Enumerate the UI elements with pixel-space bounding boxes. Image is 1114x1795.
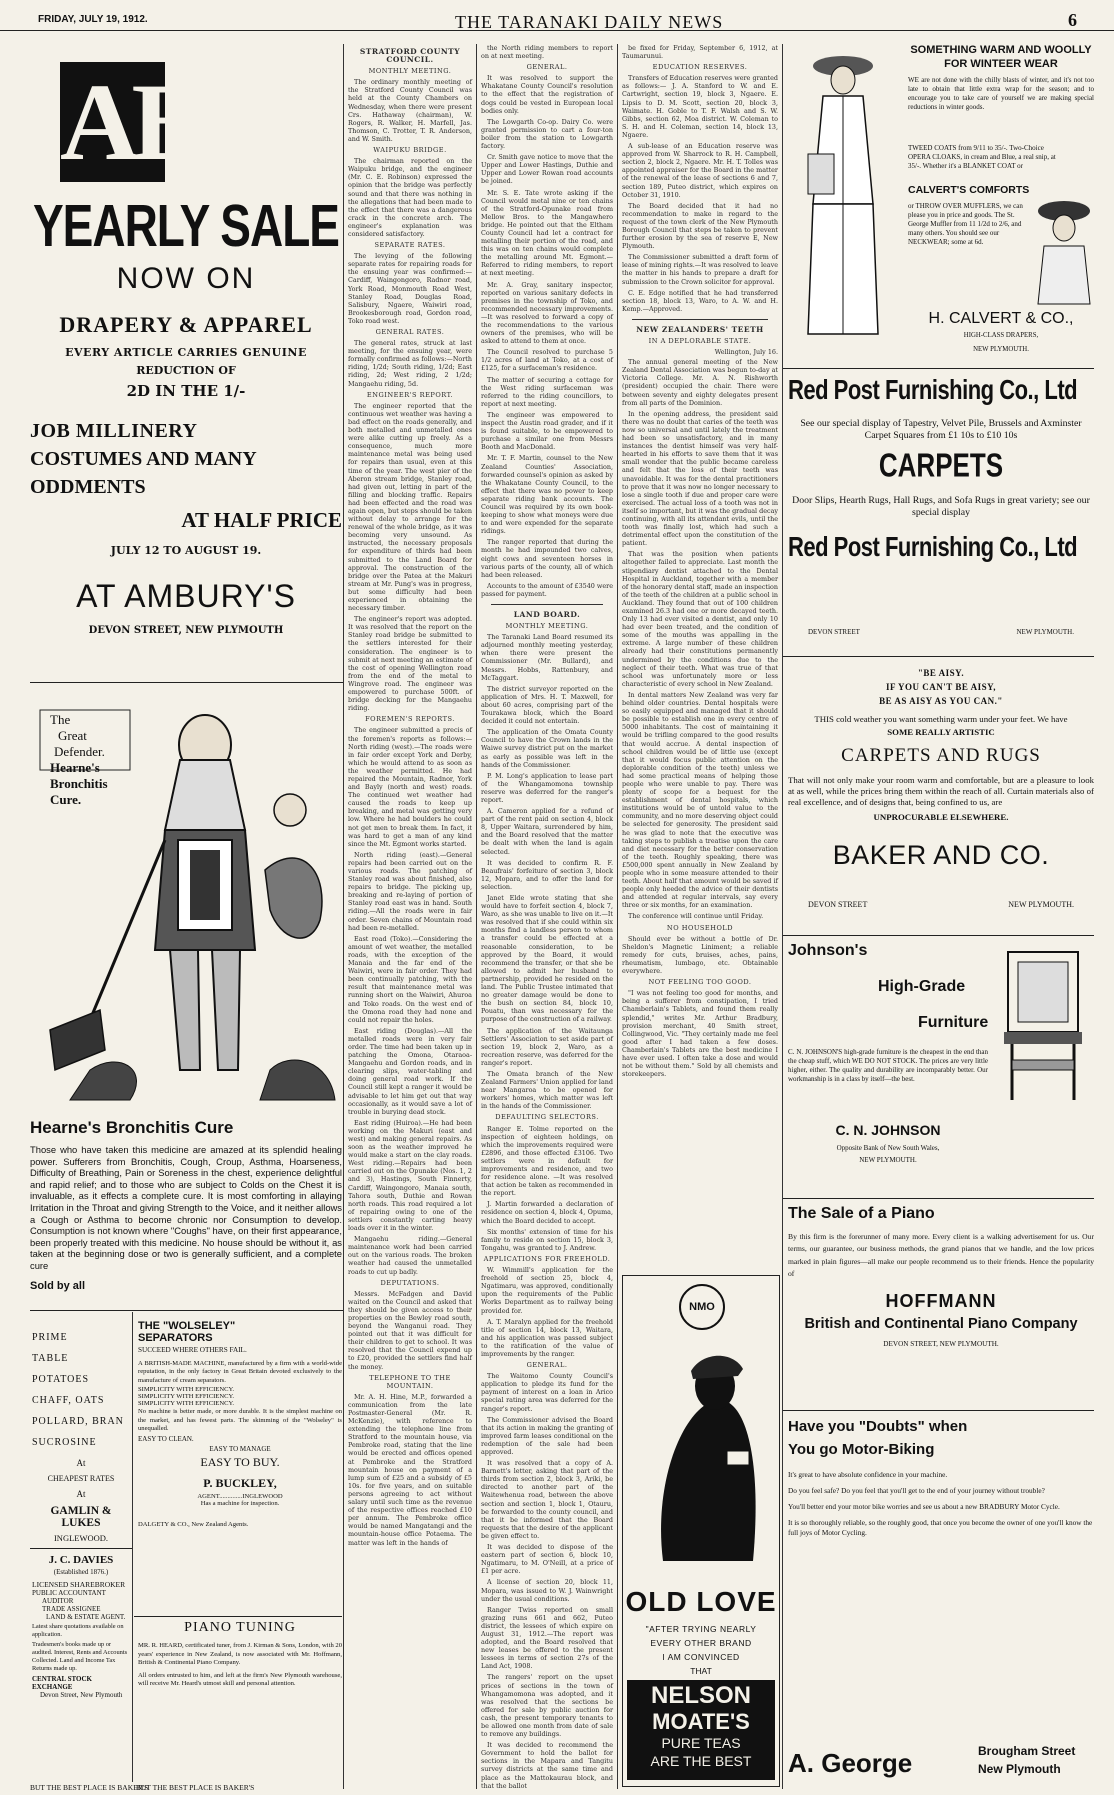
wolseley-title: SEPARATORS: [138, 1332, 213, 1344]
wolseley-easy2: EASY TO MANAGE: [209, 1445, 271, 1454]
paragraph: "I was not feeling too good for months, and being a sufferer from constipation, I tried Chamberlain's Tablets, and found them really splendid," writes Mr. Arthur Bradbury, provision merchant, 40 Smith street, Collingwood, Vic. "They certainly made me feel good after I had taken a few doses. Chamberlain's Tablets are the best medicine I have ever used. I often take a dose and would not be without them." Sold by all chemists and storekeepers.: [622, 989, 778, 1079]
footer-mid: BUT THE BEST PLACE IS BAKER'S: [136, 1783, 255, 1792]
piano-tuning-advert: [138, 1620, 342, 1780]
davies-exchange: CENTRAL STOCK EXCHANGE: [32, 1675, 92, 1691]
calvert-title: FOR WINTEER WEAR: [944, 58, 1058, 70]
paragraph: The ordinary monthly meeting of the Stratford County Council was held at the County Chambers on Wednesday, when there were present Crs. Hathaway (chairman), W. Rogers, R. Walker, H. Marfell, Jas. Thomson, C. Trotter, T. R. Anderson, and W. Smith.: [348, 78, 472, 143]
moates-word: MOATE'S: [652, 1709, 750, 1734]
george-name: A. George: [788, 1748, 913, 1778]
paragraph: It was decided to dispose of the eastern part of section 6, block 10, Ngatimaru, to M. O'Neill, at a price of £1 per acre.: [481, 1543, 613, 1576]
paragraph: The chairman reported on the Waipuku bridge, and the engineer (Mr. C. E. Robinson) expressed the opinion that the bridge was perfectly sound and that there was nothing in the allegations that had been made to the effect that there was a dangerous crack in the concrete arch. The engineer's explanation was considered satisfactory.: [348, 157, 472, 238]
paragraph: The levying of the following separate rates for repairing roads for the ensuing year was confirmed:—Cardiff, Waingongoro, Radnor road, York Road, Monmouth Road West, Stanley Road, Douglas Road, Salisbury, Ngaere, Waiwiri road, Brookesborough road, Gordon road, Toko road west.: [348, 252, 472, 325]
calvert-title: SOMETHING WARM AND WOOLLY: [910, 44, 1092, 56]
paragraph: The engineer was empowered to inspect the Austin road grader, and if it is found suitable, to be empowered to purchase a similar one from Messrs Booth and MacDonald.: [481, 410, 613, 452]
paragraph: A sub-lease of an Education reserve was approved from W. Sharrock to R. H. Campbell, section 2, block 2, Ngaere. Mr. H. T. Tolles was appointed appraiser for the Board in the matter of the renewal of the lease of sections 6 and 7, section 189, Puteo district, which expires on October 31, 1910.: [622, 142, 778, 199]
george-line: Do you feel safe? Do you feel that you'll get to the end of your journey without trouble?: [788, 1486, 1045, 1495]
every-article-line: EVERY ARTICLE CARRIES GENUINE: [65, 346, 307, 359]
gamlin-item: TABLE: [32, 1353, 69, 1364]
paragraph: The engineer reported that the continuous wet weather was having a bad effect on the roads generally, and both metalled and unmetalled ones were alike cutting up freely. As a consequence, much more maintenance metal was being used for repairs than usual, even at this time of the year. The west pier of the Aberon stream bridge, Stanley road, had given out, letting in part of the filling and blocking traffic. Repairs had been effected and the road was again open, but steps should be taken without delay to arrange for the renewal of the whole bridge, as it was becoming very unsound. As instructed, the necessary proposals for expenditure of thirds had been submitted to the Land Board for approval. The construction of the bridge over the Patea at the Makuri stream at Mr. Pung's was in progress, but some difficulty had been experienced in obtaining the necessary timber.: [348, 401, 472, 613]
hearne-title: Hearne's Bronchitis Cure: [30, 1118, 234, 1137]
hoffmann-co: British and Continental Piano Company: [804, 1315, 1078, 1332]
hoffmann-name: HOFFMANN: [885, 1290, 997, 1311]
red-post-carpets: CARPETS: [878, 445, 1004, 485]
hearne-sold: Sold by all: [30, 1280, 86, 1292]
johnson-title: Johnson's: [788, 942, 868, 959]
paragraph: The matter of securing a cottage for the West riding surfaceman was referred to the riding councillors, to report at next meeting.: [481, 375, 613, 408]
wolseley-agent2: AGENT..............INGLEWOOD: [197, 1493, 283, 1501]
caption-line: Hearne's: [50, 760, 100, 775]
red-post-advert: [788, 374, 1094, 649]
paragraph: Mr. A. Gray, sanitary inspector, reported on various sanitary defects in premises in the township of Toko, and recommended necessary improvements.—It was resolved to forward a copy of the recommendations to the various owners of the premises, who will be asked to attend to them at once.: [481, 280, 613, 346]
job-millinery: JOB MILLINERY: [30, 420, 198, 442]
baker-unp: UNPROCURABLE ELSEWHERE.: [873, 812, 1009, 822]
paragraph: A license of section 20, block 11, Mopara, was issued to W. J. Wainwright under the usual conditions.: [481, 1578, 613, 1603]
tea-line: EVERY OTHER BRAND: [650, 1638, 752, 1648]
johnson-place: NEW PLYMOUTH.: [859, 1156, 917, 1164]
paragraph: It was resolved that a copy of A. Barnett's letter, asking that part of the thirds from section 2, block 3, Ariki, be directed to another part of the Waitewhenua road, between the above section and section 1, block 1, Otauru, be forwarded to the county council, and that it be informed that the Board requests that the desire of the applicant be given effect to.: [481, 1459, 613, 1540]
george-line: It is so thoroughly reliable, so the roughly good, that once you become the owner of one you'll know the full joys of Motor Cycling.: [788, 1518, 1093, 1537]
issue-date: FRIDAY, JULY 19, 1912.: [38, 14, 148, 25]
divider: [30, 1310, 343, 1311]
red-post-door: Door Slips, Hearth Rugs, Hall Rugs, and Sofa Rugs in great variety; see our special display: [792, 495, 1090, 518]
calvert-place: NEW PLYMOUTH.: [973, 346, 1029, 353]
column-rule: [476, 44, 477, 1789]
gamlin-place: INGLEWOOD.: [53, 1533, 109, 1543]
baker-artistic: SOME REALLY ARTISTIC: [887, 727, 995, 737]
oddments-line: ODDMENTS: [30, 476, 146, 498]
george-title: You go Motor-Biking: [788, 1441, 935, 1458]
baker-quote: BE AS AISY AS YOU CAN.": [879, 696, 1003, 706]
davies-line: AUDITOR: [42, 1597, 74, 1605]
divider: [783, 935, 1094, 936]
newspaper-title: THE TARANAKI DAILY NEWS: [455, 12, 724, 32]
johnson-name: C. N. JOHNSON: [835, 1122, 941, 1138]
paragraph: The rangers' report on the upset prices of sections in the town of Whangamomona was adopted, and it was resolved that the sections be offered for sale by public auction for cash, the present temporary tenants to be allowed one month from date of sale to remove any buildings.: [481, 1673, 613, 1739]
george-advert: [788, 1418, 1094, 1788]
paragraph: C. E. Edge notified that he had transferred section 18, block 13, Waro, to A. W. and H. Kemp.—Approved.: [622, 288, 778, 313]
tea-line: THAT: [690, 1666, 712, 1676]
lady-bust-illustration: [1034, 196, 1094, 306]
baker-street: DEVON STREET: [808, 900, 868, 909]
paragraph: the North riding members to report on at next meeting.: [481, 44, 613, 61]
paragraph: The Lowgarth Co-op. Dairy Co. were granted permission to cart a four-ton boiler from the station to Lowgarth factory.: [481, 117, 613, 151]
paragraph: The Taranaki Land Board resumed its adjourned monthly meeting yesterday, when there were present the Commissioner (Mr. Bullard), and Messrs. Hobbs, Rattenbury, and McTaggart.: [481, 633, 613, 682]
ambury-address: DEVON STREET, NEW PLYMOUTH: [88, 625, 284, 636]
hoffmann-addr: DEVON STREET, NEW PLYMOUTH.: [883, 1339, 999, 1348]
gamlin-at2: At: [76, 1489, 86, 1499]
calvert-body2: or THROW OVER MUFFLERS, we can please you in price and goods. The St. George Muffler from 11 1/2d to 2/6, and many others. You should see our NECKWEAR; some at 6d.: [908, 202, 1023, 246]
paragraph: be fixed for Friday, September 6, 1912, at Taumarunui.: [622, 44, 778, 61]
ambury-advert: [30, 40, 342, 680]
are-the-best: ARE THE BEST: [650, 1753, 752, 1769]
paragraph: The general rates, struck at last meeting, for the ensuing year, were formally confirmed as follows:—North riding, 1/2d; South riding, 1/2d; East riding, 2d; West riding, 2 1/2d; Mangaehu riding, 5d.: [348, 339, 472, 388]
paragraph: Mr. A. H. Hine, M.P., forwarded a communication from the late Postmaster-General (Mr. R. McKenzie), with reference to extending the telephone line from Stratford to the mountain house, via Pembroke road, stating that the line would be erected and offices opened at Pembroke and the Stratford mountain house on payment of a lump sum of £25 and a subsidy of £5 10s. for five years, and on suitable persons agreeing to act without salary until such time as the revenue of the respective offices reached £10 per annum. The Pembroke office would be named Mangatangi and the mountain-house office Potaema. The matter was left in the hands of: [348, 1392, 472, 1547]
section-heading: DEPUTATIONS.: [380, 1278, 440, 1287]
paragraph: Transfers of Education reserves were granted as follows:— J. A. Stanford to W. and E. Cartwright, section 19, block 3, Ngaere. E. Lipsis to D. M. Scott, section 20, block 3, Waimate. H. Goble to T. F. Walsh and S. W. Gibbs, section 62, Moa district. W. Coleman to S. H. and H. Coleman, section 14, block 13, Ngaere.: [622, 74, 778, 139]
gamlin-item: POTATOES: [32, 1374, 90, 1385]
red-post-town: NEW PLYMOUTH.: [1016, 628, 1074, 636]
gamlin-item: CHAFF, OATS: [32, 1395, 105, 1406]
george-line: It's great to have absolute confidence in your machine.: [788, 1470, 948, 1479]
gamlin-advert: [32, 1320, 130, 1543]
section-heading: GENERAL.: [526, 1361, 568, 1370]
davies-advert: [32, 1554, 130, 1779]
paragraph: Mangaehu riding.—General maintenance work had been carried out on the various roads. The broken weather had caused the unmetalled roads to cut up badly.: [348, 1235, 472, 1276]
hearne-body: Those who have taken this medicine are amazed at its splendid healing power. Sufferers from Bronchitis, Cough, Croup, Asthma, Hoarseness, Difficulty of Breathing, Pain or Soreness in the chest, experience delightful and rapid relief; and to those who are subject to Colds on the Chest it is invaluable, as it effects a complete cure. It is most comforting in allaying Irritation in the Throat and giving Strength to the Voice, and it neither allows a Cough or Asthma to become chronic nor Consumption to develop. Consumption is not known where "Coughs" have, on their first appearance, been properly treated with this medicine. No house should be without it, as taken at the beginning dose or two is generally sufficient, and a complete cure: [30, 1144, 342, 1271]
gamlin-name: GAMLIN & LUKES: [50, 1505, 112, 1529]
davies-name: J. C. DAVIES: [48, 1554, 114, 1566]
two-d-line: 2D IN THE 1/-: [126, 382, 246, 400]
divider: [632, 319, 768, 320]
section-heading: NOT FEELING TOO GOOD.: [648, 978, 752, 987]
section-heading: TELEPHONE TO THE MOUNTAIN.: [369, 1373, 451, 1390]
paragraph: Six months' extension of time for his family to reside on section 15, block 3, Tongahu, was granted to J. Andrew.: [481, 1227, 613, 1252]
paragraph: P. M. Long's application to lease part of the Whangamomona township reserve was deferred for the ranger's report.: [481, 771, 613, 804]
tea-line: "AFTER TRYING NEARLY: [645, 1624, 757, 1634]
land-board-article: [481, 44, 613, 1789]
paragraph: The Omata branch of the New Zealand Farmers' Union applied for land near Mangaroa to be opened for workers' homes, which matter was left in the hands of the Commissioner.: [481, 1069, 613, 1111]
stratford-article: [348, 44, 472, 1789]
baker-carpets: CARPETS AND RUGS: [841, 745, 1041, 766]
section-heading: FOREMEN'S REPORTS.: [365, 715, 455, 724]
paragraph: The engineer's report was adopted. It was resolved that the report on the Stanley road bridge be submitted to the settlers interested for their consideration. The engineer is to submit at next meeting an estimate of the cost of opening Wellington road from the end of the metal to Wingrove road. The engineer was empowered to purchase 500ft. of bridge decking for the Mangaehu riding.: [348, 615, 472, 713]
red-post-title: Red Post Furnishing Co., Ltd: [788, 374, 1078, 406]
section-heading: NO HOUSEHOLD: [666, 923, 734, 932]
paragraph: It was decided to recommend the Government to hold the ballot for sections in the Mapara and Tangitu survey districts at the same time and place as the Mattokaurau block, and that the ballot: [481, 1741, 613, 1790]
section-heading: EDUCATION RESERVES.: [652, 63, 748, 72]
old-love-heading: OLD LOVE: [625, 1586, 777, 1617]
paragraph: The application of the Waitaunga Settlers' Association to set aside part of section 19, block 2, Waro, as a recreation reserve, was deferred for the ranger's report.: [481, 1026, 613, 1067]
hoffmann-title: The Sale of a Piano: [788, 1205, 935, 1222]
wolseley-agent: P. BUCKLEY,: [203, 1476, 277, 1491]
article-subtitle: IN A DEPLORABLE STATE.: [648, 337, 752, 345]
wolseley-body2: No machine is better made, or more durable. It is the simplest machine on the market, and has fewest parts. The skimming of the "Wolseley" is unequalled.: [138, 1408, 342, 1433]
divider: [783, 1410, 1094, 1411]
nmo-logo: NMO: [679, 1284, 725, 1330]
article-subtitle: MONTHLY MEETING.: [368, 67, 452, 76]
wolseley-simp: SIMPLICITY WITH EFFICIENCY.: [138, 1400, 235, 1408]
pure-teas: PURE TEAS: [661, 1735, 741, 1751]
wolseley-dalgety: DALGETY & CO., New Zealand Agents.: [138, 1521, 249, 1529]
piano-tuning-body: MR. R. HEARD, certificated tuner, from J. Kirman & Sons, London, with 20 years' experience in New Zealand, is now associated with Mr. Hoffmann, British & Continental Piano Company.: [138, 1642, 342, 1667]
paragraph: It was resolved to support the Whakatane County Council's resolution to the effect that the registration of dogs could be vested in European local bodies only.: [481, 74, 613, 115]
gamlin-cheapest: CHEAPEST RATES: [47, 1474, 115, 1483]
piano-tuning-body2: All orders entrusted to him, and left at the firm's New Plymouth warehouse, will receive Mr. Heard's utmost skill and personal attention.: [138, 1671, 342, 1688]
paragraph: The ranger reported that during the month he had impounded two calves, eight cows and seventeen horses in various parts of the county, all of which had been released.: [481, 538, 613, 579]
davies-line: LAND & ESTATE AGENT.: [46, 1613, 126, 1621]
george-title: Have you "Doubts" when: [788, 1418, 968, 1435]
yearly-sale-heading: YEARLY SALE: [33, 191, 339, 259]
george-line: You'll better end your motor bike worries and see us about a new BRADBURY Motor Cycle.: [788, 1502, 1060, 1511]
caption-line: Defender.: [54, 744, 105, 759]
paragraph: East road (Toko).—Considering the amount of wet weather, the metalled roads, with the exception of the Manaia and the far end of the Waiwiri, were in fair order. They had been continually patching, with the result that maintenance metal was running short on the Waiwiri, Ahuroa and Toko roads. On the west end of the Omona road they had none and could not repair the holes.: [348, 934, 472, 1024]
davies-line: PUBLIC ACCOUNTANT: [32, 1589, 106, 1597]
johnson-body: C. N. JOHNSON'S high-grade furniture is the cheapest in the end than the cheap stuff, which WE DO NOT STOCK. The prices are very little higher, either. The quality and durability are incomparably better. Our workmanship is in a class by itself—the best.: [788, 1048, 988, 1083]
paragraph: A. Cameron applied for a refund of part of the rent paid on section 4, block 8, Upper Waitara, surrendered by him, and the Board resolved that the matter be dealt with when the land is again selected.: [481, 807, 613, 856]
divider: [783, 1198, 1094, 1199]
davies-note: Latest share quotations available on application.: [32, 1623, 124, 1638]
davies-line: TRADE ASSIGNEE: [42, 1605, 101, 1613]
paragraph: The district surveyor reported on the application of Mrs. H. T. Maxwell, for about 60 acres, comprising part of the Tourakawa block, which the Board decided it could not entertain.: [481, 684, 613, 726]
gamlin-item: SUCROSINE: [32, 1437, 97, 1448]
baker-body2: That will not only make your room warm and comfortable, but are a pleasure to look at as well, while the prices bring them within the reach of all. Curtain materials also of real excellence, and of designs that, being confined to us, are: [788, 775, 1094, 807]
column-rule: [343, 44, 344, 1789]
divider: [783, 656, 1094, 657]
knight-caption: [50, 712, 108, 808]
footer-left: BUT THE BEST PLACE IS BAKER'S: [30, 1783, 149, 1792]
paragraph: The Board decided that it had no recommendation to make in regard to the request of the town clerk of the New Plymouth Borough Council that steps be taken to prevent further erosion by the sea of reserve E, New Plymouth.: [622, 201, 778, 251]
paragraph: Should ever be without a bottle of Dr. Sheldon's Magnetic Liniment; a reliable remedy for cuts, bruises, aches, pains, rheumatism, lumbago, etc. Obtainable everywhere.: [622, 934, 778, 976]
lady-illustration: [788, 44, 898, 344]
hallstand-illustration: [998, 942, 1088, 1102]
article-title: LAND BOARD.: [513, 610, 581, 619]
paragraph: Janet Elde wrote stating that she would have to forfeit section 4, block 7, Waro, as she was unable to live on it.—It was resolved that if she could within six months find a landless person to whom a transfer could be effected at a reasonable consideration, to be approved by the Board, it would recommend the transfer, or that she be allowed to admit her husband to partnership, provided he resided on the land. The Public Trustee intimated that no greater damage would be done to the bush on section 84, block 10, Pouatu, than was necessary for the purpose of the construction of a railway.: [481, 894, 613, 1024]
hearne-advert: [30, 690, 342, 1305]
tea-banner: [627, 1680, 775, 1780]
paragraph: The engineer submitted a precis of the foremen's reports as follows:—North riding (west).—The roads were in fair order except York and Derby, which he would attend to as soon as the weather permitted. He had repaired the Mountain, Radnor, York and Bayly (north and west) roads. The continued wet weather had caused the roads to keep up breaking, and metal was getting very low. Where he had boulders he could not get men to break them. In fact, it was hard to get a man of any kind since the Mt. Egmont works started.: [348, 726, 472, 848]
baker-advert: [788, 668, 1094, 928]
calvert-comforts: CALVERT'S COMFORTS: [908, 184, 1030, 196]
divider: [134, 1616, 342, 1617]
red-post-street: DEVON STREET: [808, 628, 860, 636]
paragraph: East riding (Huiroa).—He had been working on the Makuri (east and west) and making general repairs. As soon as the weather improved he would make a start on the clay roads. West riding.—Repairs had been carried out on the Opunake (Nos. 1, 2 and 3), Hastings, South Finnerty, Cardiff, Waingongoro, Manaia south, Tahora south, Duthie and Rowan north roads. This road required a lot of repairing owing to one of the settlers constantly carting heavy loads over it in the winter.: [348, 1118, 472, 1233]
paragraph: The Commissioner submitted a draft form of lease of mining rights.—It was resolved to leave the matter in his hands to prepare a draft for submission to the Crown solicitor for approval.: [622, 253, 778, 286]
wolseley-agent3: Has a machine for inspection.: [200, 1500, 280, 1508]
calvert-advert: [788, 44, 1094, 364]
wolseley-easy3: EASY TO BUY.: [200, 1455, 280, 1470]
george-addr: Brougham Street: [978, 1744, 1076, 1758]
paragraph: Mr. T. F. Martin, counsel to the New Zealand Counties' Association, forwarded counsel's opinion as asked by the Whakatane County Council, to the effect that there was no power to keep separate riding bank accounts. The Council was required by its own book-keeping to show what moneys were due to and were expended for the separate ridings.: [481, 454, 613, 536]
column-rule: [782, 44, 783, 1789]
paragraph: The Commissioner advised the Board that its action in making the granting of improved farm leases conditional on the redemption of the sale had been approved.: [481, 1415, 613, 1456]
paragraph: The application of the Omata County Council to have the Crown lands in the Waiwe survey district put on the market as early as possible was left in the hands of the Commissioner.: [481, 728, 613, 769]
paragraph: Cr. Smith gave notice to move that the Upper and Lower Hastings, Duthie and Upper and Lower Rowan road accounts be joined.: [481, 153, 613, 186]
sale-dates: JULY 12 TO AUGUST 19.: [110, 544, 262, 557]
paragraph: The Council resolved to purchase 5 1/2 acres of land at Toko, at a cost of £125, for a surfaceman's residence.: [481, 348, 613, 373]
paragraph: A. T. Maralyn applied for the freehold title of section 14, block 13, Waitara, and his application was passed subject to the ratification of the value of improvements by the ranger.: [481, 1317, 613, 1358]
paragraph: It was decided to confirm R. F. Beaufrais' forfeiture of section 3, block 12, Mopara, and to offer the land for selection.: [481, 858, 613, 891]
ab-logo: AB: [60, 61, 197, 183]
calvert-tweed: TWEED COATS from 9/11 to 35/-. Two-Choice OPERA CLOAKS, in cream and Blue, a real snip, at 35/-. Whether it's a BLANKET COAT or: [908, 144, 1056, 170]
divider: [491, 604, 603, 605]
wolseley-advert: [138, 1320, 342, 1610]
wolseley-body: A BRITISH-MADE MACHINE, manufactured by a firm with a world-wide reputation, in the only factory in Great Britain devoted exclusively to the manufacture of cream separators.: [138, 1360, 342, 1384]
nelson-moate-advert: [622, 1275, 780, 1787]
gamlin-item: POLLARD, BRAN: [32, 1416, 124, 1427]
paragraph: East riding (Douglas).—All the metalled roads were in very fair order. The time had been taken up in patching the Omona, Otaraoa-Mangaehu and Gordon roads, and in clearing slips, water-tabling and doing general road work. If the Council still kept a ranger it would be advisable to let him get out that way occasionally, as it would save a lot of trouble in burying dead stock.: [348, 1026, 472, 1116]
tea-drinker-illustration: [623, 1331, 779, 1581]
red-post-see: See our special display of Tapestry, Velvet Pile, Brussels and Axminster Carpet Squares from £1 10s to £10 10s: [800, 418, 1082, 441]
reduction-line: REDUCTION OF: [136, 364, 236, 377]
nelson-word: NELSON: [650, 1682, 751, 1709]
caption-line: Bronchitis: [50, 776, 108, 791]
title-line: STRATFORD COUNTY: [359, 47, 461, 56]
davies-street: Devon Street, New Plymouth: [40, 1691, 123, 1699]
johnson-title: High-Grade: [878, 978, 966, 995]
baker-quote: IF YOU CAN'T BE AISY,: [885, 682, 997, 692]
baker-body: THIS cold weather you want something warm under your feet. We have: [814, 714, 1068, 724]
dateline: Wellington, July 16.: [714, 348, 778, 357]
paragraph: Ranger E. Tolme reported on the inspection of eighteen holdings, on which the improvements required were £2896, and those effected £3106. Two settlers were in default for improvements and residence, and two for residence alone. —It was resolved that action be taken as recommended in the report.: [481, 1124, 613, 1198]
paragraph: In the opening address, the president said there was no doubt that caries of the teeth was now so universal and until lately the treatment had been so unsatisfactory, and in many instances the dentist himself was very half-hearted in his efforts to save them that it was small wonder that the public became careless and felt that the loss of their teeth was unavoidable. It was for the dental practitioners to prove that it was now no longer necessary to lose a single tooth if due and proper care were exercised. The actual loss of a tooth was not in itself so important, but it was the gradual decay continuing, with all its attendant evils, until the tooth was finally lost, which had such a detrimental effect upon the constitution of the patient.: [622, 409, 778, 548]
george-addr: New Plymouth: [978, 1762, 1061, 1776]
section-heading: ENGINEER'S REPORT.: [366, 390, 454, 399]
divider: [783, 368, 1094, 369]
wolseley-title: THE "WOLSELEY": [138, 1320, 236, 1332]
section-heading: GENERAL RATES.: [375, 328, 445, 336]
caption-line: The: [50, 712, 71, 727]
title-line: COUNCIL.: [386, 55, 434, 65]
section-heading: APPLICATIONS FOR FREEHOLD.: [483, 1254, 611, 1263]
davies-line: LICENSED SHAREBROKER: [32, 1580, 126, 1589]
article-title: NEW ZEALANDERS' TEETH: [636, 324, 764, 334]
paragraph: That was the position when patients altogether failed to appreciate. Last month the stipendiary dentist attached to the Dental Hospital in Auckland, together with a member of the honorary dental staff, made an inspection of the teeth of the children at a public school in Auckland. They found that out of 100 children examined 26.3 had one or more decayed teeth. Only 13 had ever visited a dentist, and only 10 had ever been treated, and the condition of some of the mouths was appalling in the extreme. A large number of these children already had their constitutions permanently undermined by the conditions due to the neglect of their teeth. What was true of that school was unfortunately more or less characteristic of every school in New Zealand.: [622, 550, 778, 688]
section-heading: WAIPUKU BRIDGE.: [373, 146, 447, 155]
column-rule: [617, 44, 618, 1789]
calvert-drapers: HIGH-CLASS DRAPERS,: [963, 332, 1039, 339]
at-amburys: AT AMBURY'S: [76, 578, 296, 614]
calvert-body: WE are not done with the chilly blasts of winter, and it's not too late to obtain that little extra wrap for the season; and to encourage you to take care of yourself we are making special reductions in winter goods.: [908, 76, 1094, 111]
paragraph: W. Wimmill's application for the freehold of section 25, block 4, Ngatimaru, was approved, conditionally upon the requirements of the Public Works Department as to railway being provided for.: [481, 1266, 613, 1315]
now-on-heading: NOW ON: [116, 262, 256, 295]
paragraph: Messrs. McFadgen and David waited on the Council and asked that they should be given access to their properties on the Bewley road south, beyond the Wanganui road. They pointed out that it was difficult for their children to get to school. It was resolved that the Council expend up to £20, provided the settlers find half the money.: [348, 1289, 472, 1371]
caption-line: Great: [58, 728, 87, 743]
gamlin-at: At: [76, 1458, 86, 1468]
davies-note2: Tradesmen's books made up or audited. Interest, Rents and Accounts Collected. Land and Income Tax Returns made up.: [32, 1641, 128, 1672]
costumes-line: COSTUMES AND MANY: [30, 448, 257, 470]
paragraph: The conference will continue until Friday.: [628, 912, 764, 921]
article-title: [348, 48, 472, 64]
paragraph: The annual general meeting of the New Zealand Dental Association was begun to-day at Victoria College. Mr. A. N. Rishworth (president) occupied the chair. There were between seventy and eighty delegates present from all parts of the Dominion.: [622, 358, 778, 407]
hoffmann-advert: [788, 1205, 1094, 1405]
paragraph: J. Martin forwarded a declaration of residence on section 4, block 4, Opuma, which the Board decided to accept.: [481, 1200, 613, 1225]
gamlin-item: PRIME: [32, 1332, 68, 1343]
wolseley-simp: SIMPLICITY WITH EFFICIENCY.: [138, 1386, 235, 1394]
article-subtitle: MONTHLY MEETING.: [505, 622, 589, 631]
column-rule: [132, 1312, 133, 1782]
johnson-advert: [788, 942, 1094, 1202]
paragraph: Mr. S. E. Tate wrote asking if the Council would metal nine or ten chains of the Stratford-Opunake road from Mellow Bros. to the Mangawhero bridge. He pointed out that the Eltham County Council had let a contract for metalling their portion of the road, and this was on ten chains would complete the metalling around Mt. Egmont.—Referred to riding members, to report at next meeting.: [481, 188, 613, 278]
davies-est: (Established 1876.): [53, 1568, 109, 1576]
wolseley-tag: SUCCEED WHERE OTHERS FAIL.: [138, 1346, 247, 1354]
baker-town: NEW PLYMOUTH.: [1008, 900, 1074, 909]
paragraph: The Waitomo County Council's application to pledge its fund for the payment of interest on a loan in Arico special rating area was deferred for the ranger's report.: [481, 1372, 613, 1413]
calvert-name: H. CALVERT & CO.,: [928, 310, 1074, 327]
paragraph: Accounts to the amount of £3540 were passed for payment.: [481, 581, 613, 598]
teeth-article: [622, 44, 778, 1269]
baker-quote: "BE AISY.: [917, 668, 965, 678]
paragraph: North riding (east).—General repairs had been carried out on the various roads. The patching of Stanley road was about finished, also repairs to bridge. The picking up, breaking and re-laying of portion of Stanley road east was in hand. South riding.—All the roads were in fair order. Seven chains of Mountain road had been re-metalled.: [348, 850, 472, 932]
caption-line: Cure.: [50, 792, 82, 807]
wolseley-easy: EASY TO CLEAN.: [138, 1435, 194, 1444]
drapery-heading: DRAPERY & APPAREL: [59, 312, 313, 337]
johnson-addr: Opposite Bank of New South Wales,: [836, 1144, 940, 1152]
section-heading: DEFAULTING SELECTORS.: [495, 1113, 599, 1122]
page-number: 6: [1068, 10, 1077, 30]
paragraph: Ranger Twiss reported on small grazing runs 661 and 662, Puteo district, the lessees of which expire on August 31, 1912.—The report was adopted, and the Board resolved that new leases be offered to the present lessees in terms of section 27s of the Land Act, 1908.: [481, 1605, 613, 1671]
piano-tuning-title: PIANO TUNING: [184, 1620, 296, 1635]
johnson-title: Furniture: [918, 1014, 989, 1031]
wolseley-simp: SIMPLICITY WITH EFFICIENCY.: [138, 1393, 235, 1401]
section-heading: GENERAL.: [526, 63, 568, 72]
section-heading: SEPARATE RATES.: [374, 241, 446, 250]
hoffmann-body: By this firm is the forerunner of many more. Every client is a walking advertisement for us. Our terms, our guarantee, our business methods, the grand pianos that we handle, and the low prices marked in plain figures—all make our people recommend us to their friends. Hence the popularity of: [788, 1232, 1094, 1279]
paragraph: In dental matters New Zealand was very far behind older countries. Dental hospitals were so easily equipped and managed that it should be possible to establish one in every centre of 5000 inhabitants. The cost of maintaining it would be trifling compared to the good results that would accrue. A dental inspection of school children would be of little use (except that it would focus public attention on the deplorable condition of the teeth) unless we had some practical means of helping those people who were unable to pay. There was plenty of scope for a bequest for the establishment of dental hospitals, which institutions would be of untold value to the community, and no more deserving object could be selected for generosity. The president said he was glad to note that the executive was taking steps to publish a treatise upon the care and diet necessary for the better conservation of the teeth. Roughly speaking, there was £500,000 spent annually in New Zealand by people who in some measure attended to their teeth. About half that amount would be saved if people only heeded the advice of their dentists and attended at regular intervals, say every three or six months, for an examination.: [622, 690, 778, 910]
baker-name: BAKER AND CO.: [832, 840, 1050, 870]
divider: [30, 1548, 132, 1549]
red-post-title-2: Red Post Furnishing Co., Ltd: [788, 531, 1078, 563]
half-price-line: AT HALF PRICE: [181, 508, 342, 532]
divider: [30, 682, 343, 683]
tea-line: I AM CONVINCED: [662, 1652, 740, 1662]
